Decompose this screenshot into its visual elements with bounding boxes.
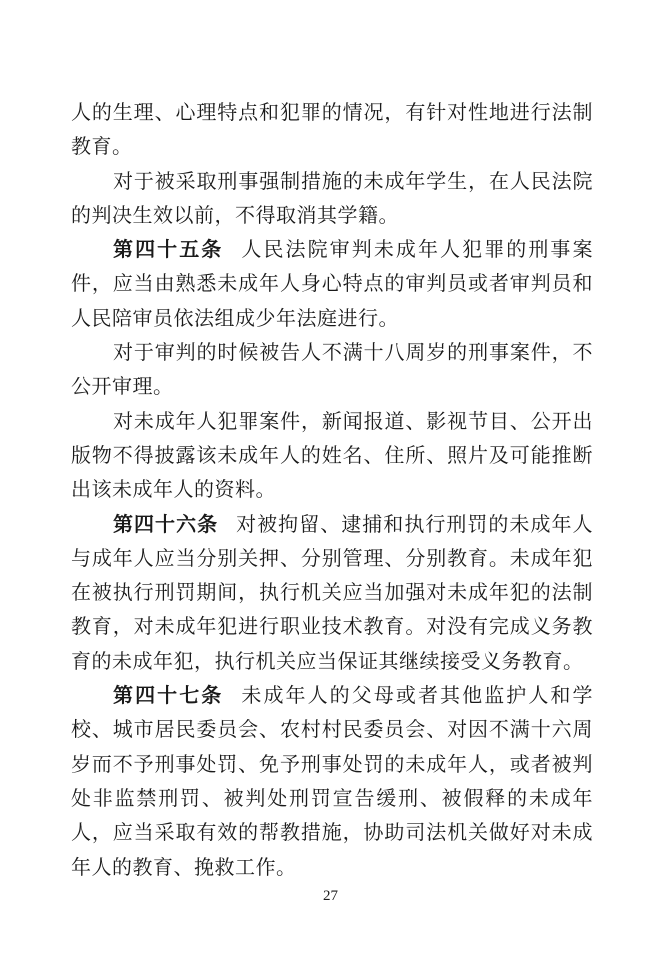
- article-46: [71, 507, 593, 678]
- article-47: [71, 678, 593, 884]
- document-body: [71, 95, 593, 884]
- paragraph-text: 对于审判的时候被告人不满十八周岁的刑事案件，不公开审理。: [71, 340, 593, 399]
- paragraph-text: 对于被采取刑事强制措施的未成年学生，在人民法院的判决生效以前，不得取消其学籍。: [71, 168, 593, 227]
- paragraph-text: 未成年人的父母或者其他监护人和学校、城市居民委员会、农村村民委员会、对因不满十六周岁而不予刑事处罚、免予刑事处罚的未成年人，或者被判处非监禁刑罚、被判处刑罚宣告缓刑、被假释的未成年人，应当采取有效的帮教措施，协助司法机关做好对未成年人的教育、挽救工作。: [71, 683, 593, 879]
- article-number: 第四十五条: [113, 237, 224, 262]
- article-number: 第四十六条: [113, 511, 219, 536]
- paragraph: [71, 404, 593, 507]
- paragraph-text: 人的生理、心理特点和犯罪的情况，有针对性地进行法制教育。: [71, 100, 593, 159]
- paragraph-text: 对被拘留、逮捕和执行刑罚的未成年人与成年人应当分别关押、分别管理、分别教育。未成年犯在被执行刑罚期间，执行机关应当加强对未成年犯的法制教育，对未成年犯进行职业技术教育。对没有完成义务教育的未成年犯，执行机关应当保证其继续接受义务教育。: [71, 511, 594, 673]
- paragraph-text: 人民法院审判未成年人犯罪的刑事案件，应当由熟悉未成年人身心特点的审判员或者审判员和人民陪审员依法组成少年法庭进行。: [71, 237, 593, 330]
- paragraph-continuation: [71, 95, 593, 164]
- article-45: [71, 232, 593, 335]
- article-number: 第四十七条: [113, 683, 224, 708]
- paragraph: [71, 335, 593, 404]
- paragraph-text: 对未成年人犯罪案件，新闻报道、影视节目、公开出版物不得披露该未成年人的姓名、住所、照片及可能推断出该未成年人的资料。: [71, 408, 593, 502]
- page-number: 27: [323, 888, 338, 904]
- paragraph: [71, 164, 593, 233]
